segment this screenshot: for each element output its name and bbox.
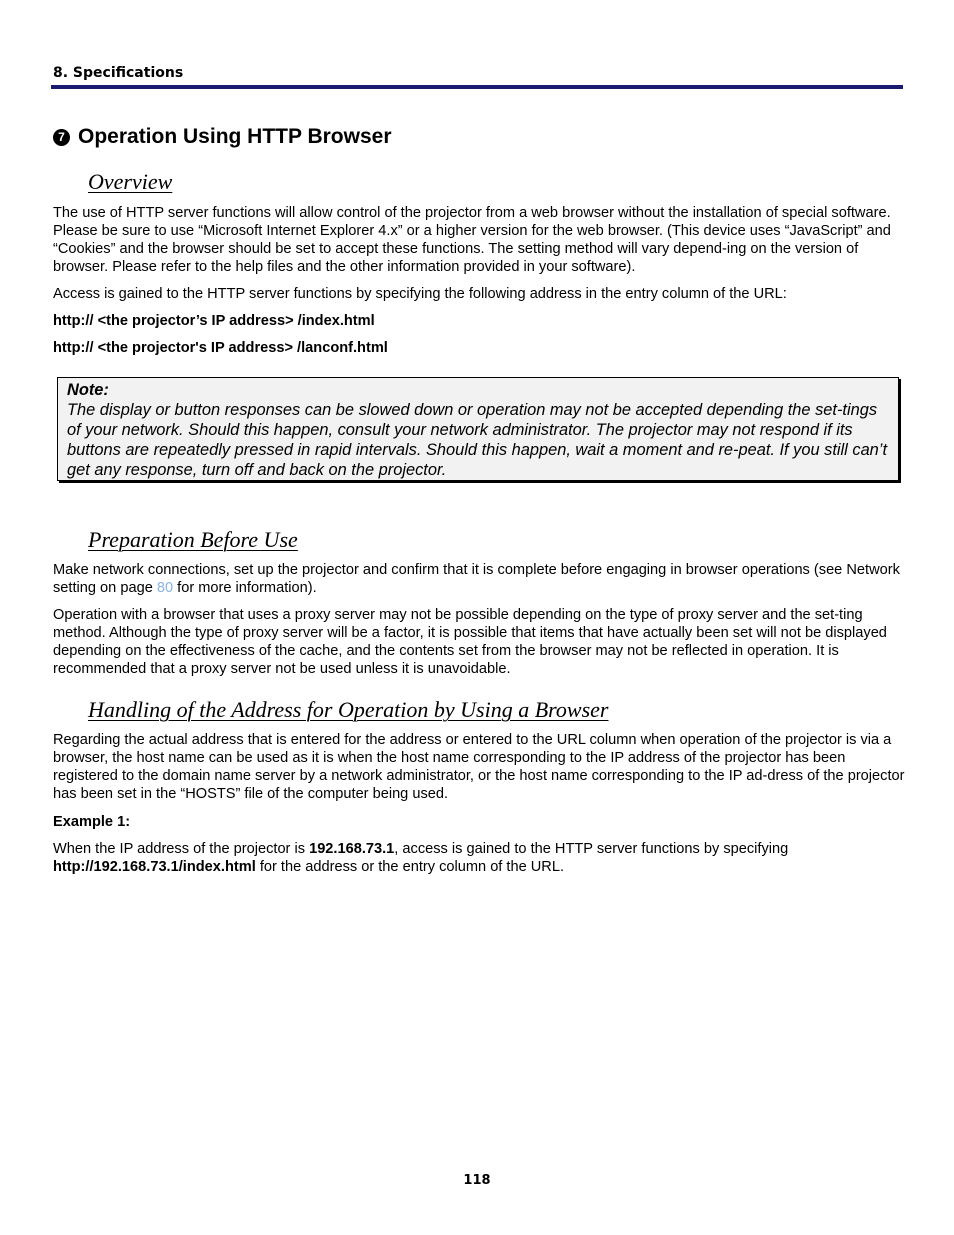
example-text-3: for the address or the entry column of the URL. xyxy=(255,859,565,875)
page-link-80[interactable]: 80 xyxy=(156,580,174,596)
handling-heading: Handling of the Address for Operation by Using a Browser xyxy=(88,697,609,722)
page-number: 118 xyxy=(463,1173,491,1188)
preparation-text-after: for more information). xyxy=(173,580,317,596)
section-title-text: Operation Using HTTP Browser xyxy=(78,125,392,148)
url-index: http:// <the projector’s IP address> /index.html xyxy=(53,313,375,329)
example-text-1: When the IP address of the projector is xyxy=(53,841,310,857)
header-rule xyxy=(51,85,903,89)
numbered-bullet-icon: 7 xyxy=(53,129,70,146)
note-box xyxy=(57,377,899,481)
overview-paragraph-2: Access is gained to the HTTP server functions by specifying the following address in the entry column of the URL: xyxy=(53,286,787,302)
overview-heading: Overview xyxy=(88,169,173,194)
running-header: 8. Specifications xyxy=(53,65,184,81)
example-ip: 192.168.73.1 xyxy=(309,841,395,857)
note-title: Note: xyxy=(67,381,109,399)
example-label: Example 1: xyxy=(53,814,131,830)
example-paragraph xyxy=(53,840,905,876)
url-lanconf: http:// <the projector's IP address> /lanconf.html xyxy=(53,340,388,356)
note-text: The display or button responses can be slowed down or operation may not be accepted depending the set-tings of your network. Should this happen, consult your network administrator. The projector may not respond if its buttons are repeatedly pressed in rapid intervals. Should this happen, wait a moment and re-peat. If you still can’t get any response, turn off and back on the projector. xyxy=(67,401,887,479)
handling-paragraph-1: Regarding the actual address that is entered for the address or entered to the URL column when operation of the projector is via a browser, the host name can be used as it is when the host name corresponding to the IP address of the projector has been registered to the domain name server by a network administrator, or the host name corresponding to the IP ad-dress of the projector has been set in the “HOSTS” file of the computer being used. xyxy=(53,732,905,802)
example-url: http://192.168.73.1/index.html xyxy=(53,859,256,875)
overview-paragraph-1: The use of HTTP server functions will allow control of the projector from a web browser without the installation of special software. Please be sure to use “Microsoft Internet Explorer 4.x” or a higher version for the web browser. (This device uses “JavaScript” and “Cookies” and the browser should be set to accept these functions. The setting method will vary depend-ing on the version of browser. Please refer to the help files and the other information provided in your software). xyxy=(53,205,891,275)
section-title xyxy=(53,125,392,149)
preparation-paragraph-1 xyxy=(53,561,905,597)
preparation-text-before: Make network connections, set up the projector and confirm that it is complete before engaging in browser operations (see Network setting on page xyxy=(53,562,900,596)
preparation-heading: Preparation Before Use xyxy=(88,527,298,552)
example-text-2: , access is gained to the HTTP server functions by specifying xyxy=(394,841,789,857)
preparation-paragraph-2: Operation with a browser that uses a proxy server may not be possible depending on the type of proxy server and the set-ting method. Although the type of proxy server will be a factor, it is possible that items that have actually been set will not be displayed depending on the effectiveness of the cache, and the contents set from the browser may not be reflected in operation. It is recommended that a proxy server not be used unless it is unavoidable. xyxy=(53,607,887,677)
